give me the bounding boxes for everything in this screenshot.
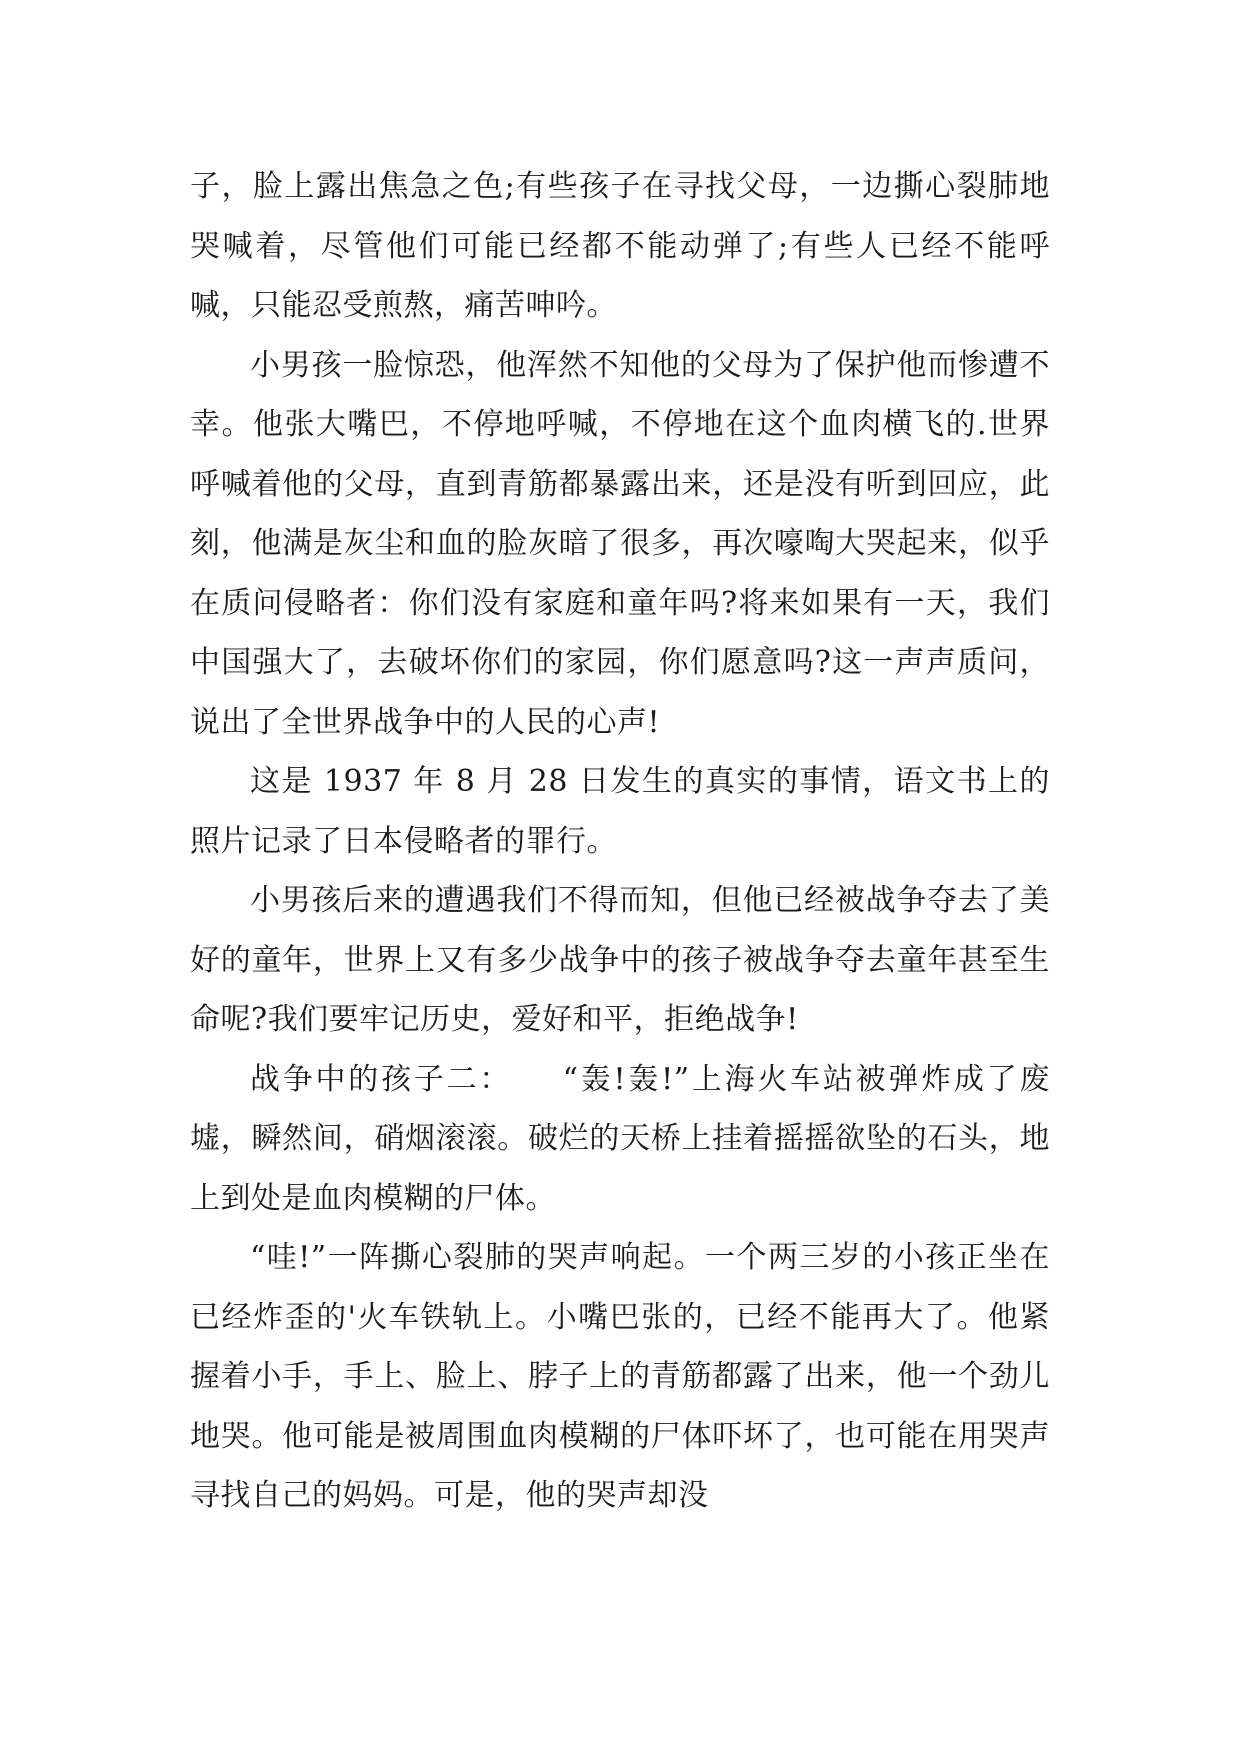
paragraph-4: 小男孩后来的遭遇我们不得而知，但他已经被战争夺去了美好的童年，世界上又有多少战争中的孩子被战争夺去童年甚至生命呢?我们要牢记历史，爱好和平，拒绝战争!: [190, 883, 1050, 1037]
paragraph-5: 战争中的孩子二： “轰!轰!”上海火车站被弹炸成了废墟，瞬然间，硝烟滚滚。破烂的天桥上挂着摇摇欲坠的石头，地上到处是血肉模糊的尸体。: [190, 1061, 1050, 1216]
paragraph-3: 这是 1937 年 8 月 28 日发生的真实的事情，语文书上的照片记录了日本侵略者的罪行。: [190, 764, 1050, 859]
paragraph-1: 子，脸上露出焦急之色;有些孩子在寻找父母，一边撕心裂肺地哭喊着，尽管他们可能已经都不能动弹了;有些人已经不能呼喊，只能忍受煎熬，痛苦呻吟。: [190, 169, 1050, 323]
document-body: [190, 157, 1050, 1526]
paragraph-2: 小男孩一脸惊恐，他浑然不知他的父母为了保护他而惨遭不幸。他张大嘴巴，不停地呼喊，不停地在这个血肉横飞的.世界呼喊着他的父母，直到青筋都暴露出来，还是没有听到回应，此刻，他满是灰尘和血的脸灰暗了很多，再次嚎啕大哭起来，似乎在质问侵略者：你们没有家庭和童年吗?将来如果有一天，我们中国强大了，去破坏你们的家园，你们愿意吗?这一声声质问，说出了全世界战争中的人民的心声!: [190, 347, 1050, 740]
paragraph-6: “哇!”一阵撕心裂肺的哭声响起。一个两三岁的小孩正坐在已经炸歪的'火车铁轨上。小嘴巴张的，已经不能再大了。他紧握着小手，手上、脸上、脖子上的青筋都露了出来，他一个劲儿地哭。他可能是被周围血肉模糊的尸体吓坏了，也可能在用哭声寻找自己的妈妈。可是，他的哭声却没: [190, 1240, 1050, 1513]
